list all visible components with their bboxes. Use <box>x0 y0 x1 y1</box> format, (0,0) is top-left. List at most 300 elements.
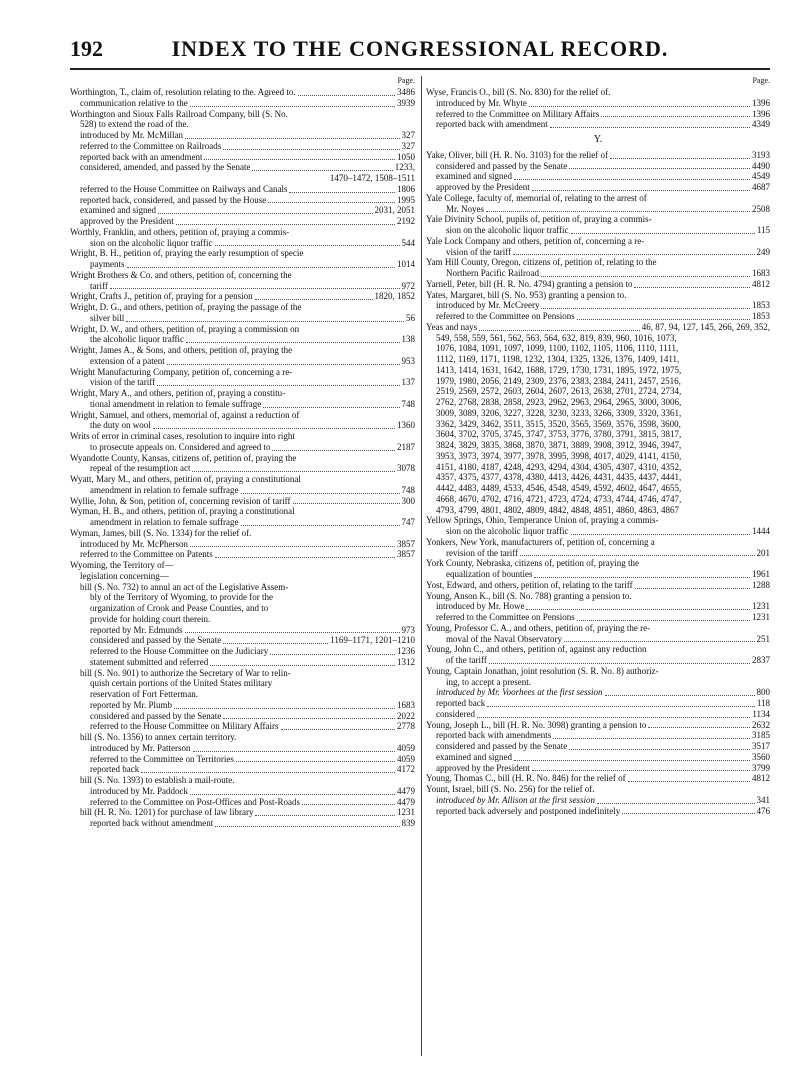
entry-text: approved by the President <box>436 182 530 192</box>
dot-leader <box>190 106 395 107</box>
index-entry <box>70 356 415 367</box>
index-entry <box>70 743 415 754</box>
entry-text: referred to the House Committee on the Judiciary <box>90 646 269 656</box>
entry-pages: 115 <box>756 225 770 235</box>
index-entry <box>426 730 770 741</box>
entry-pages: 1312 <box>397 656 415 667</box>
index-entry <box>426 752 770 763</box>
dot-leader <box>192 471 395 472</box>
entry-text: Yake, Oliver, bill (H. R. No. 3103) for the relief of <box>426 149 608 160</box>
index-entry <box>426 806 770 817</box>
dot-leader <box>153 428 395 429</box>
index-entry: Writs of error in criminal cases, resolution to inquire into right <box>70 431 295 441</box>
index-entry <box>426 526 770 537</box>
entry-pages: 327 <box>401 140 415 151</box>
index-entry: Yount, Israel, bill (S. No. 256) for the relief of. <box>426 784 595 794</box>
entry-pages: 251 <box>756 633 770 644</box>
entry-pages: 1134 <box>752 708 770 719</box>
index-entry: Yellow Springs, Ohio, Temperance Union of, praying a commis- <box>426 515 659 526</box>
yeas-pages-line: 3362, 3429, 3462, 3511, 3515, 3520, 3565, 3569, 3576, 3598, 3600, <box>436 418 681 429</box>
entry-pages: 800 <box>756 687 770 698</box>
dot-leader <box>648 727 750 728</box>
entry-text: introduced by Mr. Paddock <box>90 785 188 796</box>
dot-leader <box>577 319 750 320</box>
entry-text: considered and passed by the Senate <box>90 710 222 721</box>
entry-pages: 2837 <box>752 655 770 665</box>
index-entry <box>70 216 415 227</box>
dot-leader <box>186 342 399 343</box>
index-entry <box>70 700 415 711</box>
index-entry <box>426 601 770 612</box>
index-entry <box>70 259 415 270</box>
entry-text: referred to the Committee on Military Affairs <box>436 108 600 119</box>
entry-text: referred to the Committee on Pensions <box>436 612 575 622</box>
entry-pages: 1231 <box>397 807 415 818</box>
index-entry <box>426 763 770 774</box>
entry-pages: 56 <box>406 312 415 323</box>
entry-text: referred to the Committee on Railroads <box>80 140 222 151</box>
index-entry: Wright, Samuel, and others, memorial of, against a reduction of <box>70 409 300 420</box>
entry-text: extension of a patent <box>90 355 165 366</box>
entry-text: tariff <box>90 280 108 291</box>
entry-text: Worthington, T., claim of, resolution relating to the. Agreed to. <box>70 87 296 97</box>
yeas-pages-line: 4442, 4483, 4489, 4533, 4546, 4548, 4549, 4592, 4602, 4647, 4655, <box>436 483 682 493</box>
yeas-and-nays-entry <box>426 322 770 516</box>
entry-pages: 3857 <box>397 549 415 560</box>
dot-leader <box>520 555 754 556</box>
index-entry: bill (S. No. 1393) to establish a mail-route. <box>80 775 235 785</box>
index-entry <box>426 687 770 698</box>
right-y-entries <box>426 150 770 322</box>
dot-leader <box>526 609 750 610</box>
entry-pages: 1820, 1852 <box>374 291 415 302</box>
index-entry: organization of Crook and Pease Counties, and to <box>90 603 269 613</box>
entry-pages: 748 <box>401 484 415 495</box>
yeas-pages-line: 4668, 4670, 4702, 4716, 4721, 4723, 4724, 4733, 4744, 4746, 4747, <box>436 493 682 504</box>
entry-pages: 4172 <box>397 764 415 775</box>
dot-leader <box>293 503 400 504</box>
entry-text: referred to the Committee on Patents <box>80 549 213 560</box>
index-entry <box>70 98 415 109</box>
dot-leader <box>541 276 750 277</box>
index-entry: Yates, Margaret, bill (S. No. 953) granting a pension to. <box>426 289 627 300</box>
entry-text: silver bill <box>90 312 125 323</box>
dot-leader <box>185 138 400 139</box>
index-entry <box>426 182 770 193</box>
index-entry: Wyoming, the Territory of— <box>70 560 174 570</box>
index-entry <box>70 764 415 775</box>
dot-leader <box>479 330 640 331</box>
yeas-pages-line: 3953, 3973, 3974, 3977, 3978, 3995, 3998, 4017, 4029, 4141, 4150, <box>436 450 682 461</box>
entry-pages: 4687 <box>752 182 770 192</box>
dot-leader <box>223 643 328 644</box>
entry-text: introduced by Mr. Patterson <box>90 742 191 753</box>
entry-pages: 3185 <box>752 730 770 741</box>
index-entry: bly of the Territory of Wyoming, to provide for the <box>90 592 273 603</box>
entry-text: referred to the Committee on Territories <box>90 753 234 764</box>
index-entry: 528) to extend the road of the. <box>80 119 189 130</box>
entry-text: introduced by Mr. Voorhees at the first session <box>436 687 603 698</box>
dot-leader <box>263 407 399 408</box>
dot-leader <box>569 749 750 750</box>
dot-leader <box>564 641 755 642</box>
entry-pages: 46, 87, 94, 127, 145, 266, 269, 352, <box>641 321 770 332</box>
index-entry: Young, John C., and others, petition of, against any reduction <box>426 644 647 655</box>
entry-text: tional amendment in relation to female suffrage <box>90 398 262 409</box>
dot-leader <box>571 233 755 234</box>
entry-pages: 327 <box>401 130 415 140</box>
entry-pages: 3857 <box>397 538 415 549</box>
index-entry <box>426 311 770 322</box>
index-entry <box>70 152 415 163</box>
entry-text: reported by Mr. Plumb <box>90 699 172 710</box>
entry-pages: 4479 <box>397 785 415 796</box>
index-entry <box>70 807 415 818</box>
dot-leader <box>236 761 395 762</box>
yeas-pages-line: 3824, 3829, 3835, 3868, 3870, 3871, 3889, 3908, 3912, 3946, 3947, <box>436 440 682 450</box>
entry-text: amendment in relation to female suffrage <box>90 484 239 495</box>
entry-pages: 2187 <box>397 441 415 452</box>
index-entry: Wyse, Francis O., bill (S. No. 830) for the relief of. <box>426 87 611 97</box>
index-entry <box>70 313 415 324</box>
entry-pages: 1806 <box>397 183 415 194</box>
dot-leader <box>252 170 392 171</box>
index-entry <box>70 485 415 496</box>
page-number: 192 <box>70 36 103 61</box>
left-column <box>70 76 415 829</box>
index-entry <box>70 549 415 560</box>
entry-text: sion on the alcoholic liquor traffic <box>446 225 569 235</box>
entry-pages: 201 <box>756 547 770 558</box>
entry-text: approved by the President <box>80 216 174 226</box>
dot-leader <box>126 321 404 322</box>
entry-text: introduced by Mr. McPherson <box>80 538 188 549</box>
entry-pages: 4349 <box>752 119 770 130</box>
dot-leader <box>223 718 395 719</box>
index-entry: bill (S. No. 732) to annul an act of the Legislative Assem- <box>80 581 289 592</box>
dot-leader <box>577 620 750 621</box>
dot-leader <box>601 116 750 117</box>
entry-pages: 748 <box>401 398 415 409</box>
entry-text: introduced by Mr. McMillan <box>80 130 183 140</box>
entry-text: reported back without amendment <box>90 818 214 828</box>
entry-text: introduced by Mr. Howe <box>436 601 525 612</box>
entry-pages: 953 <box>401 355 415 366</box>
index-entry: Wright, D. G., and others, petition of, praying the passage of the <box>70 302 302 312</box>
index-entry <box>70 195 415 206</box>
entry-text: considered <box>436 708 475 719</box>
yeas-pages-line: 3604, 3702, 3705, 3745, 3747, 3753, 3776, 3780, 3791, 3815, 3817, <box>436 429 682 440</box>
entry-text: statement submitted and referred <box>90 656 209 667</box>
entry-pages: 1396 <box>752 97 770 108</box>
yeas-pages-line: 1413, 1414, 1631, 1642, 1688, 1729, 1730, 1731, 1895, 1972, 1975, <box>436 364 682 375</box>
page-column-label: Page. <box>752 76 770 85</box>
dot-leader <box>193 751 396 752</box>
entry-text: the duty on wool <box>90 420 151 431</box>
index-entry: reservation of Fort Fetterman. <box>90 689 198 699</box>
dot-leader <box>486 211 750 212</box>
entry-pages: 1444 <box>752 526 770 536</box>
entry-pages: 3193 <box>752 149 770 160</box>
entry-pages: 1236 <box>397 646 415 656</box>
entry-pages: 1231 <box>752 612 770 622</box>
yeas-pages-line: 1979, 1980, 2056, 2149, 2309, 2376, 2383, 2384, 2411, 2457, 2516, <box>436 375 681 386</box>
index-entry <box>70 797 415 808</box>
index-entry: Wright, B. H., petition of, praying the early resumption of specie <box>70 248 304 259</box>
dot-leader <box>610 158 750 159</box>
entry-text: equalization of bounties <box>446 569 533 579</box>
entry-text: considered and passed by the Senate <box>436 741 568 751</box>
index-entry <box>70 238 415 249</box>
index-entry <box>426 247 770 258</box>
index-entry <box>426 709 770 720</box>
entry-text: reported back <box>436 698 486 708</box>
entry-text: of the tariff <box>446 655 487 665</box>
yeas-pages-line: 2519, 2569, 2572, 2603, 2604, 2607, 2613, 2638, 2701, 2724, 2734, <box>436 386 682 397</box>
dot-leader <box>215 557 395 558</box>
entry-pages: 4479 <box>397 796 415 807</box>
dot-leader <box>553 738 750 739</box>
entry-text: referred to the House Committee on Railways and Canals <box>80 183 288 194</box>
index-entry <box>426 741 770 752</box>
yeas-pages-line: 2762, 2768, 2838, 2858, 2923, 2962, 2963, 2964, 2965, 3000, 3006, <box>436 397 682 407</box>
index-entry <box>426 322 770 333</box>
index-entry <box>70 205 415 216</box>
dot-leader <box>489 663 750 664</box>
index-entry <box>70 281 415 292</box>
dot-leader <box>185 632 400 633</box>
dot-leader <box>532 190 750 191</box>
entry-text: reported by Mr. Edmunds <box>90 624 183 635</box>
dot-leader <box>529 106 750 107</box>
entry-text: considered and passed by the Senate <box>436 160 568 171</box>
entry-pages: 3939 <box>397 97 415 108</box>
entry-pages: 2508 <box>752 203 770 214</box>
entry-pages: 1683 <box>397 699 415 710</box>
entry-text: communication relative to the <box>80 97 188 108</box>
yeas-pages-line: 4793, 4799, 4801, 4802, 4809, 4842, 4848, 4851, 4860, 4863, 4867 <box>436 504 679 515</box>
yeas-pages-line: 4151, 4180, 4187, 4248, 4293, 4294, 4304, 4305, 4307, 4310, 4352, <box>436 461 682 472</box>
index-entry <box>70 496 415 507</box>
dot-leader <box>190 546 395 547</box>
dot-leader <box>513 254 754 255</box>
entry-text: referred to the Committee on Post-Offices and Post-Roads <box>90 796 301 807</box>
entry-pages: 118 <box>756 698 770 708</box>
dot-leader <box>215 826 399 827</box>
yeas-lines <box>426 333 770 516</box>
index-entry <box>426 655 770 666</box>
index-entry <box>426 279 770 290</box>
entry-pages: 2022 <box>397 710 415 721</box>
left-entries <box>70 87 415 829</box>
entry-pages: 1050 <box>397 151 415 162</box>
index-entry: Wright Manufacturing Company, petition of, concerning a re- <box>70 366 293 377</box>
entry-text: Yarnell, Peter, bill (H. R. No. 4794) granting a pension to <box>426 278 633 289</box>
index-entry <box>70 141 415 152</box>
dot-leader <box>487 706 755 707</box>
index-entry: Yale Lock Company and others, petition of, concerning a re- <box>426 235 645 246</box>
entry-text: approved by the President <box>436 762 530 773</box>
entry-text: reported back <box>90 764 140 775</box>
entry-pages: 1853 <box>752 300 770 311</box>
yeas-pages-line: 4357, 4375, 4377, 4378, 4380, 4413, 4426, 4431, 4435, 4437, 4441, <box>436 472 682 483</box>
dot-leader <box>255 815 395 816</box>
dot-leader <box>167 364 400 365</box>
dot-leader <box>241 493 400 494</box>
dot-leader <box>268 202 395 203</box>
entry-pages: 1360 <box>397 420 415 431</box>
index-entry <box>70 517 415 528</box>
index-entry <box>426 580 770 591</box>
index-entry: Worthly, Franklin, and others, petition of, praying a commis- <box>70 226 290 237</box>
entry-pages: 2192 <box>397 216 415 226</box>
index-entry <box>426 98 770 109</box>
yeas-pages-line: 3009, 3089, 3206, 3227, 3228, 3230, 3233, 3266, 3309, 3320, 3361, <box>436 407 682 418</box>
entry-pages: 4059 <box>397 742 415 753</box>
index-entry: bill (S. No. 1356) to annex certain territory. <box>80 732 237 742</box>
dot-leader <box>210 665 395 666</box>
index-entry: ing, to accept a present. <box>446 676 531 687</box>
entry-text: referred to the Committee on Pensions <box>436 311 575 321</box>
entry-pages: 138 <box>401 334 415 345</box>
dot-leader <box>127 267 396 268</box>
index-entry <box>70 657 415 668</box>
entry-pages: 3486 <box>397 87 415 97</box>
entry-pages: 3078 <box>397 463 415 474</box>
dot-leader <box>110 288 400 289</box>
dot-leader <box>174 708 395 709</box>
index-entry: 1470–1472, 1508–1511 <box>329 173 415 183</box>
index-entry: Wright, James A., & Sons, and others, petition of, praying the <box>70 345 293 355</box>
right-y-entries-2 <box>426 515 770 816</box>
entry-pages: 1169–1171, 1201–1210 <box>330 635 415 646</box>
entry-pages: 3799 <box>752 762 770 773</box>
index-entry <box>70 818 415 829</box>
dot-leader <box>255 299 373 300</box>
index-entry <box>70 754 415 765</box>
header-rule <box>70 68 770 70</box>
entry-text: amendment in relation to female suffrage <box>90 517 239 527</box>
index-entry: Yale College, faculty of, memorial of, relating to the arrest of <box>426 192 647 203</box>
index-entry <box>426 773 770 784</box>
dot-leader <box>532 770 750 771</box>
entry-pages: 3560 <box>752 751 770 762</box>
index-entry: Wright Brothers & Co. and others, petition of, concerning the <box>70 269 292 280</box>
page-column-label: Page. <box>397 76 415 85</box>
dot-leader <box>281 729 395 730</box>
entry-text: examined and signed <box>436 751 512 762</box>
entry-pages: 341 <box>756 794 770 805</box>
entry-pages: 300 <box>401 495 415 506</box>
entry-pages: 1995 <box>397 194 415 205</box>
entry-text: vision of the tariff <box>446 246 512 257</box>
entry-text: examined and signed <box>80 205 156 216</box>
index-entry: bill (S. No. 901) to authorize the Secretary of War to relin- <box>80 667 291 678</box>
entry-pages: 4812 <box>752 773 770 784</box>
entry-pages: 1683 <box>752 268 770 278</box>
entry-text: to prosecute appeals on. Considered and agreed to <box>90 441 271 452</box>
entry-pages: 1233, <box>394 162 415 173</box>
index-entry: Wright, Mary A., and others, petition of, praying a constitu- <box>70 388 286 398</box>
page-header <box>70 36 770 62</box>
entry-pages: 973 <box>401 624 415 635</box>
index-entry: Yam Hill County, Oregon, citizens of, petition of, relating to the <box>426 257 657 268</box>
entry-text: repeal of the resumption act <box>90 463 191 474</box>
index-entry <box>70 463 415 474</box>
index-entry <box>70 420 415 431</box>
index-entry: provide for holding court therein. <box>90 613 211 624</box>
index-entry: Wyatt, Mary M., and others, petition of, praying a constitutional <box>70 474 301 484</box>
index-entry <box>70 130 415 141</box>
index-entry <box>70 399 415 410</box>
yeas-pages-line: 1076, 1084, 1091, 1097, 1099, 1100, 1102, 1105, 1106, 1110, 1111, <box>436 343 679 354</box>
entry-pages: 3517 <box>752 741 770 751</box>
index-entry <box>426 569 770 580</box>
dot-leader <box>634 287 750 288</box>
entry-text: sion on the alcoholic liquor traffic <box>90 237 213 248</box>
index-entry <box>426 548 770 559</box>
section-letter: Y. <box>593 134 603 145</box>
entry-text: moval of the Naval Observatory <box>446 633 562 644</box>
dot-leader <box>272 450 395 451</box>
entry-pages: 137 <box>401 377 415 388</box>
index-entry <box>426 300 770 311</box>
column-divider <box>421 76 422 1056</box>
entry-text: bill (H. R. No. 1201) for purchase of law library <box>80 807 254 818</box>
index-entry: Yale Divinity School, pupils of, petition of, praying a commis- <box>426 214 652 225</box>
dot-leader <box>597 803 755 804</box>
entry-pages: 1853 <box>752 311 770 321</box>
index-entry <box>70 711 415 722</box>
index-entry <box>426 204 770 215</box>
entry-text: Wright, Crafts J., petition of, praying for a pension <box>70 291 253 302</box>
index-entry: Wyman, H. B., and others, petition of, praying a constitutional <box>70 506 295 517</box>
index-entry: Wright, D. W., and others, petition of, praying a commission on <box>70 323 300 334</box>
dot-leader <box>215 245 400 246</box>
index-entry <box>70 721 415 732</box>
dot-leader <box>223 149 399 150</box>
dot-leader <box>550 127 750 128</box>
entry-text: examined and signed <box>436 171 512 182</box>
entry-pages: 1288 <box>752 579 770 590</box>
dot-leader <box>514 179 750 180</box>
entry-pages: 2632 <box>752 719 770 730</box>
entry-pages: 4059 <box>397 753 415 764</box>
dot-leader <box>302 804 395 805</box>
entry-pages: 249 <box>756 246 770 257</box>
index-entry <box>70 625 415 636</box>
index-entry <box>426 150 770 161</box>
index-entry <box>70 635 415 646</box>
index-entry <box>70 539 415 550</box>
entry-text: Yeas and nays <box>426 321 478 332</box>
entry-pages: 476 <box>756 805 770 816</box>
right-top-entries <box>426 87 770 130</box>
index-entry <box>426 634 770 645</box>
index-entry <box>426 612 770 623</box>
dot-leader <box>141 772 395 773</box>
dot-leader <box>158 213 373 214</box>
index-entry <box>426 161 770 172</box>
entry-text: referred to the House Committee on Military Affairs <box>90 721 279 732</box>
entry-text: considered, amended, and passed by the Senate <box>80 162 251 173</box>
index-entry <box>426 268 770 279</box>
dot-leader <box>176 224 395 225</box>
dot-leader <box>635 588 750 589</box>
entry-text: the alcoholic liquor traffic <box>90 334 185 345</box>
dot-leader <box>514 760 750 761</box>
entry-text: reported back adversely and postponed indefinitely <box>436 805 621 816</box>
